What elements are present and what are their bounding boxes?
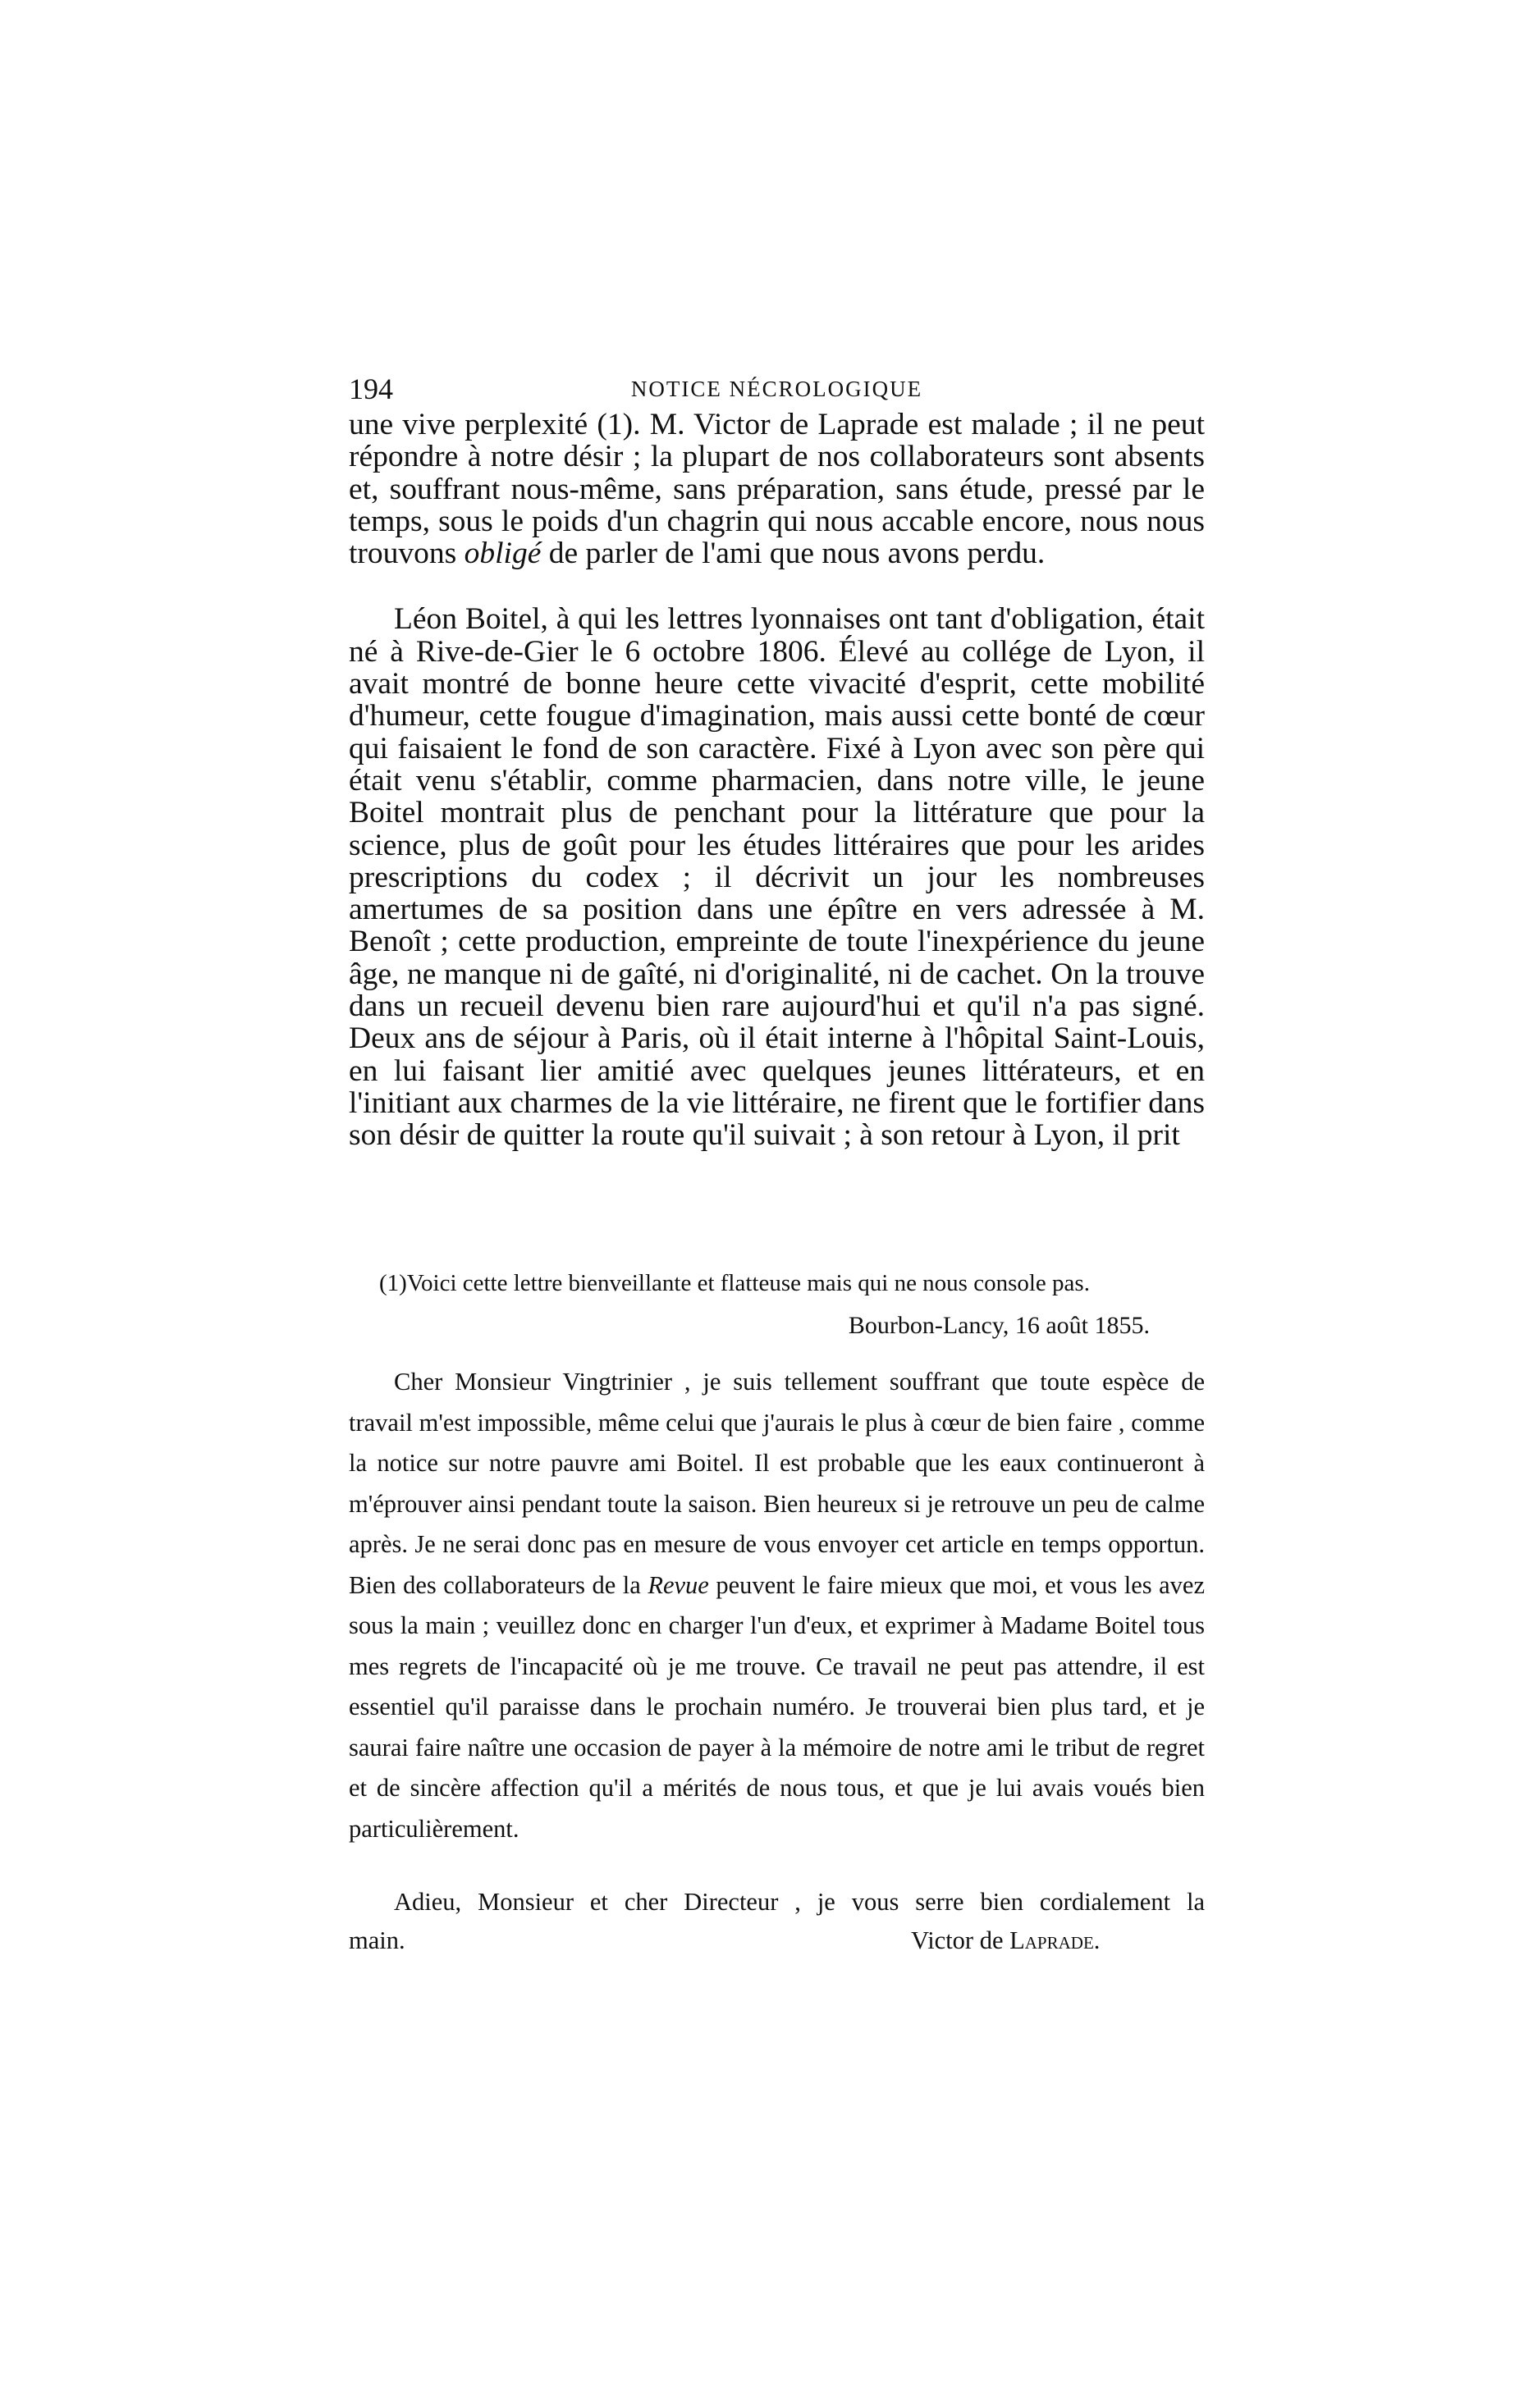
paragraph-1	[349, 409, 1205, 569]
closing-line-1: Adieu, Monsieur et cher Directeur , je vous serre bien cordialement la	[394, 1888, 1205, 1916]
footnote-letter	[349, 1362, 1205, 1849]
paragraph-1-text-a: une vive perplexité (1). M. Victor de Laprade est malade ; il ne peut répondre à notre désir ; la plupart de nos collaborateurs sont absents et, souffrant nous-même, sans préparation, sans étude, pressé par le temps, sous le poids d'un chagrin qui nous accable encore, nous nous trouvons	[349, 408, 1205, 571]
letter-paragraph	[349, 1362, 1205, 1849]
footnote-intro: (1)Voici cette lettre bienveillante et flatteuse mais qui ne nous console pas.	[379, 1270, 1090, 1296]
closing-line-2	[349, 1921, 1205, 1960]
running-title: NOTICE NÉCROLOGIQUE	[630, 377, 923, 401]
letter-text-a: Cher Monsieur Vingtrinier , je suis tellement souffrant que toute espèce de travail m'est impossible, même celui que j'aurais le plus à cœur de bien faire , comme la notice sur notre pauvre ami Boitel. Il est probable que les eaux continueront à m'éprouver ainsi pendant toute la saison. Bien heureux si je retrouve un peu de calme après. Je ne serai donc pas en mesure de vous envoyer cet article en temps opportun. Bien des collaborateurs de la	[349, 1368, 1205, 1599]
letter-text-b: peuvent le faire mieux que moi, et vous les avez sous la main ; veuillez donc en charger l'un d'eux, et exprimer à Madame Boitel tous mes regrets de l'incapacité où je me trouve. Ce travail ne peut pas attendre, il est essentiel qu'il paraisse dans le prochain numéro. Je trouverai bien plus tard, et je saurai faire naître une occasion de payer à la mémoire de notre ami le tribut de regret et de sincère affection qu'il a mérités de nous tous, et que je lui avais voués bien particulièrement.	[349, 1570, 1205, 1843]
paragraph-2: Léon Boitel, à qui les lettres lyonnaises ont tant d'obligation, était né à Rive-de-Gier le 6 octobre 1806. Élevé au collége de Lyon, il avait montré de bonne heure cette vivacité d'esprit, cette mobilité d'humeur, cette fougue d'imagination, mais aussi cette bonté de cœur qui faisaient le fond de son caractère. Fixé à Lyon avec son père qui était venu s'établir, comme pharmacien, dans notre ville, le jeune Boitel montrait plus de penchant pour la littérature que pour la science, plus de goût pour les études littéraires que pour les arides prescriptions du codex ; il décrivit un jour les nombreuses amertumes de sa position dans une épître en vers adressée à M. Benoît ; cette production, empreinte de toute l'inexpérience du jeune âge, ne manque ni de gaîté, ni d'originalité, ni de cachet. On la trouve dans un recueil devenu bien rare aujourd'hui et qu'il n'a pas signé. Deux ans de séjour à Paris, où il était interne à l'hôpital Saint-Louis, en lui faisant lier amitié avec quelques jeunes littérateurs, et en l'initiant aux charmes de la vie littéraire, ne firent que le fortifier dans son désir de quitter la route qu'il suivait ; à son retour à Lyon, il prit	[349, 602, 1205, 1153]
page-number: 194	[349, 372, 393, 405]
running-header	[349, 371, 1205, 407]
letter-italic-revue: Revue	[648, 1570, 709, 1599]
main-text	[349, 409, 1205, 1152]
signature-surname: Laprade.	[1009, 1926, 1101, 1954]
paragraph-1-text-b: de parler de l'ami que nous avons perdu.	[541, 537, 1046, 571]
letter-closing	[349, 1883, 1205, 1960]
signature	[911, 1921, 1100, 1960]
footnote-dateline: Bourbon-Lancy, 16 août 1855.	[848, 1312, 1150, 1339]
closing-word: main.	[349, 1926, 405, 1954]
signature-given-name: Victor de	[911, 1926, 1010, 1954]
paragraph-1-italic: obligé	[464, 537, 542, 571]
